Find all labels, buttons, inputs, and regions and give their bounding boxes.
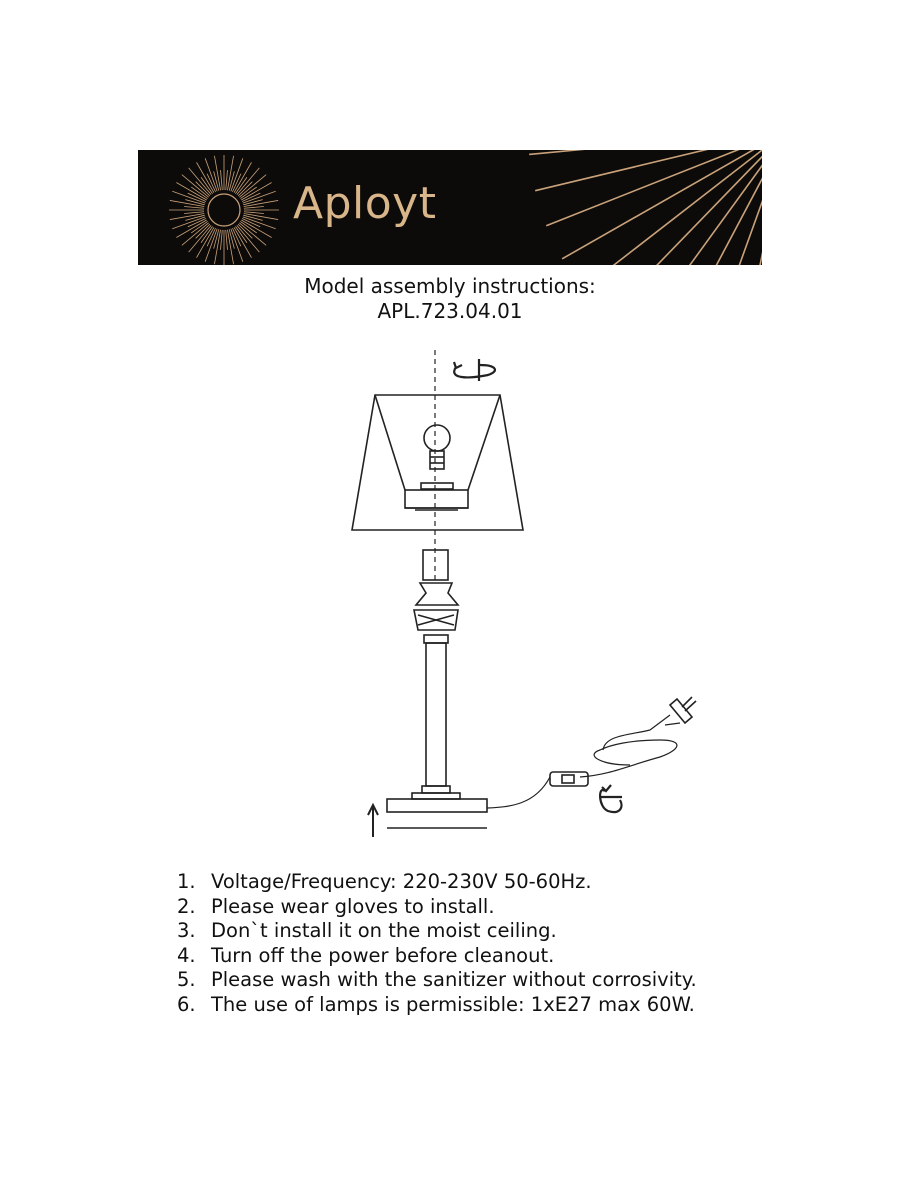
lamp-assembly-diagram [330,345,730,845]
rotate-horizontal-icon [454,359,495,381]
list-item: 6. The use of lamps is permissible: 1xE27 max 60W. [177,992,695,1016]
power-cord [487,715,680,808]
lamp-body [387,550,487,828]
up-arrow-icon [368,805,378,837]
brand-banner [138,150,762,265]
list-item: 1. Voltage/Frequency: 220-230V 50-60Hz. [177,870,592,893]
instructions-list [177,870,697,1017]
list-item: 5. Please wash with the sanitizer without corrosivity. [177,968,697,991]
list-item: 2. Please wear gloves to install. [177,894,495,918]
switch-drawing [550,772,588,786]
sunburst-logo-icon [138,150,762,265]
plug-drawing [670,697,696,723]
rotate-vertical-icon [600,785,622,812]
brand-logo-text: Aployt [293,178,437,229]
list-item: 3. Don`t install it on the moist ceiling. [177,919,557,942]
model-number: APL.723.04.01 [377,299,523,323]
bulb-drawing [421,425,453,489]
page-title: Model assembly instructions: [304,274,596,298]
list-item: 4. Turn off the power before cleanout. [177,943,555,967]
